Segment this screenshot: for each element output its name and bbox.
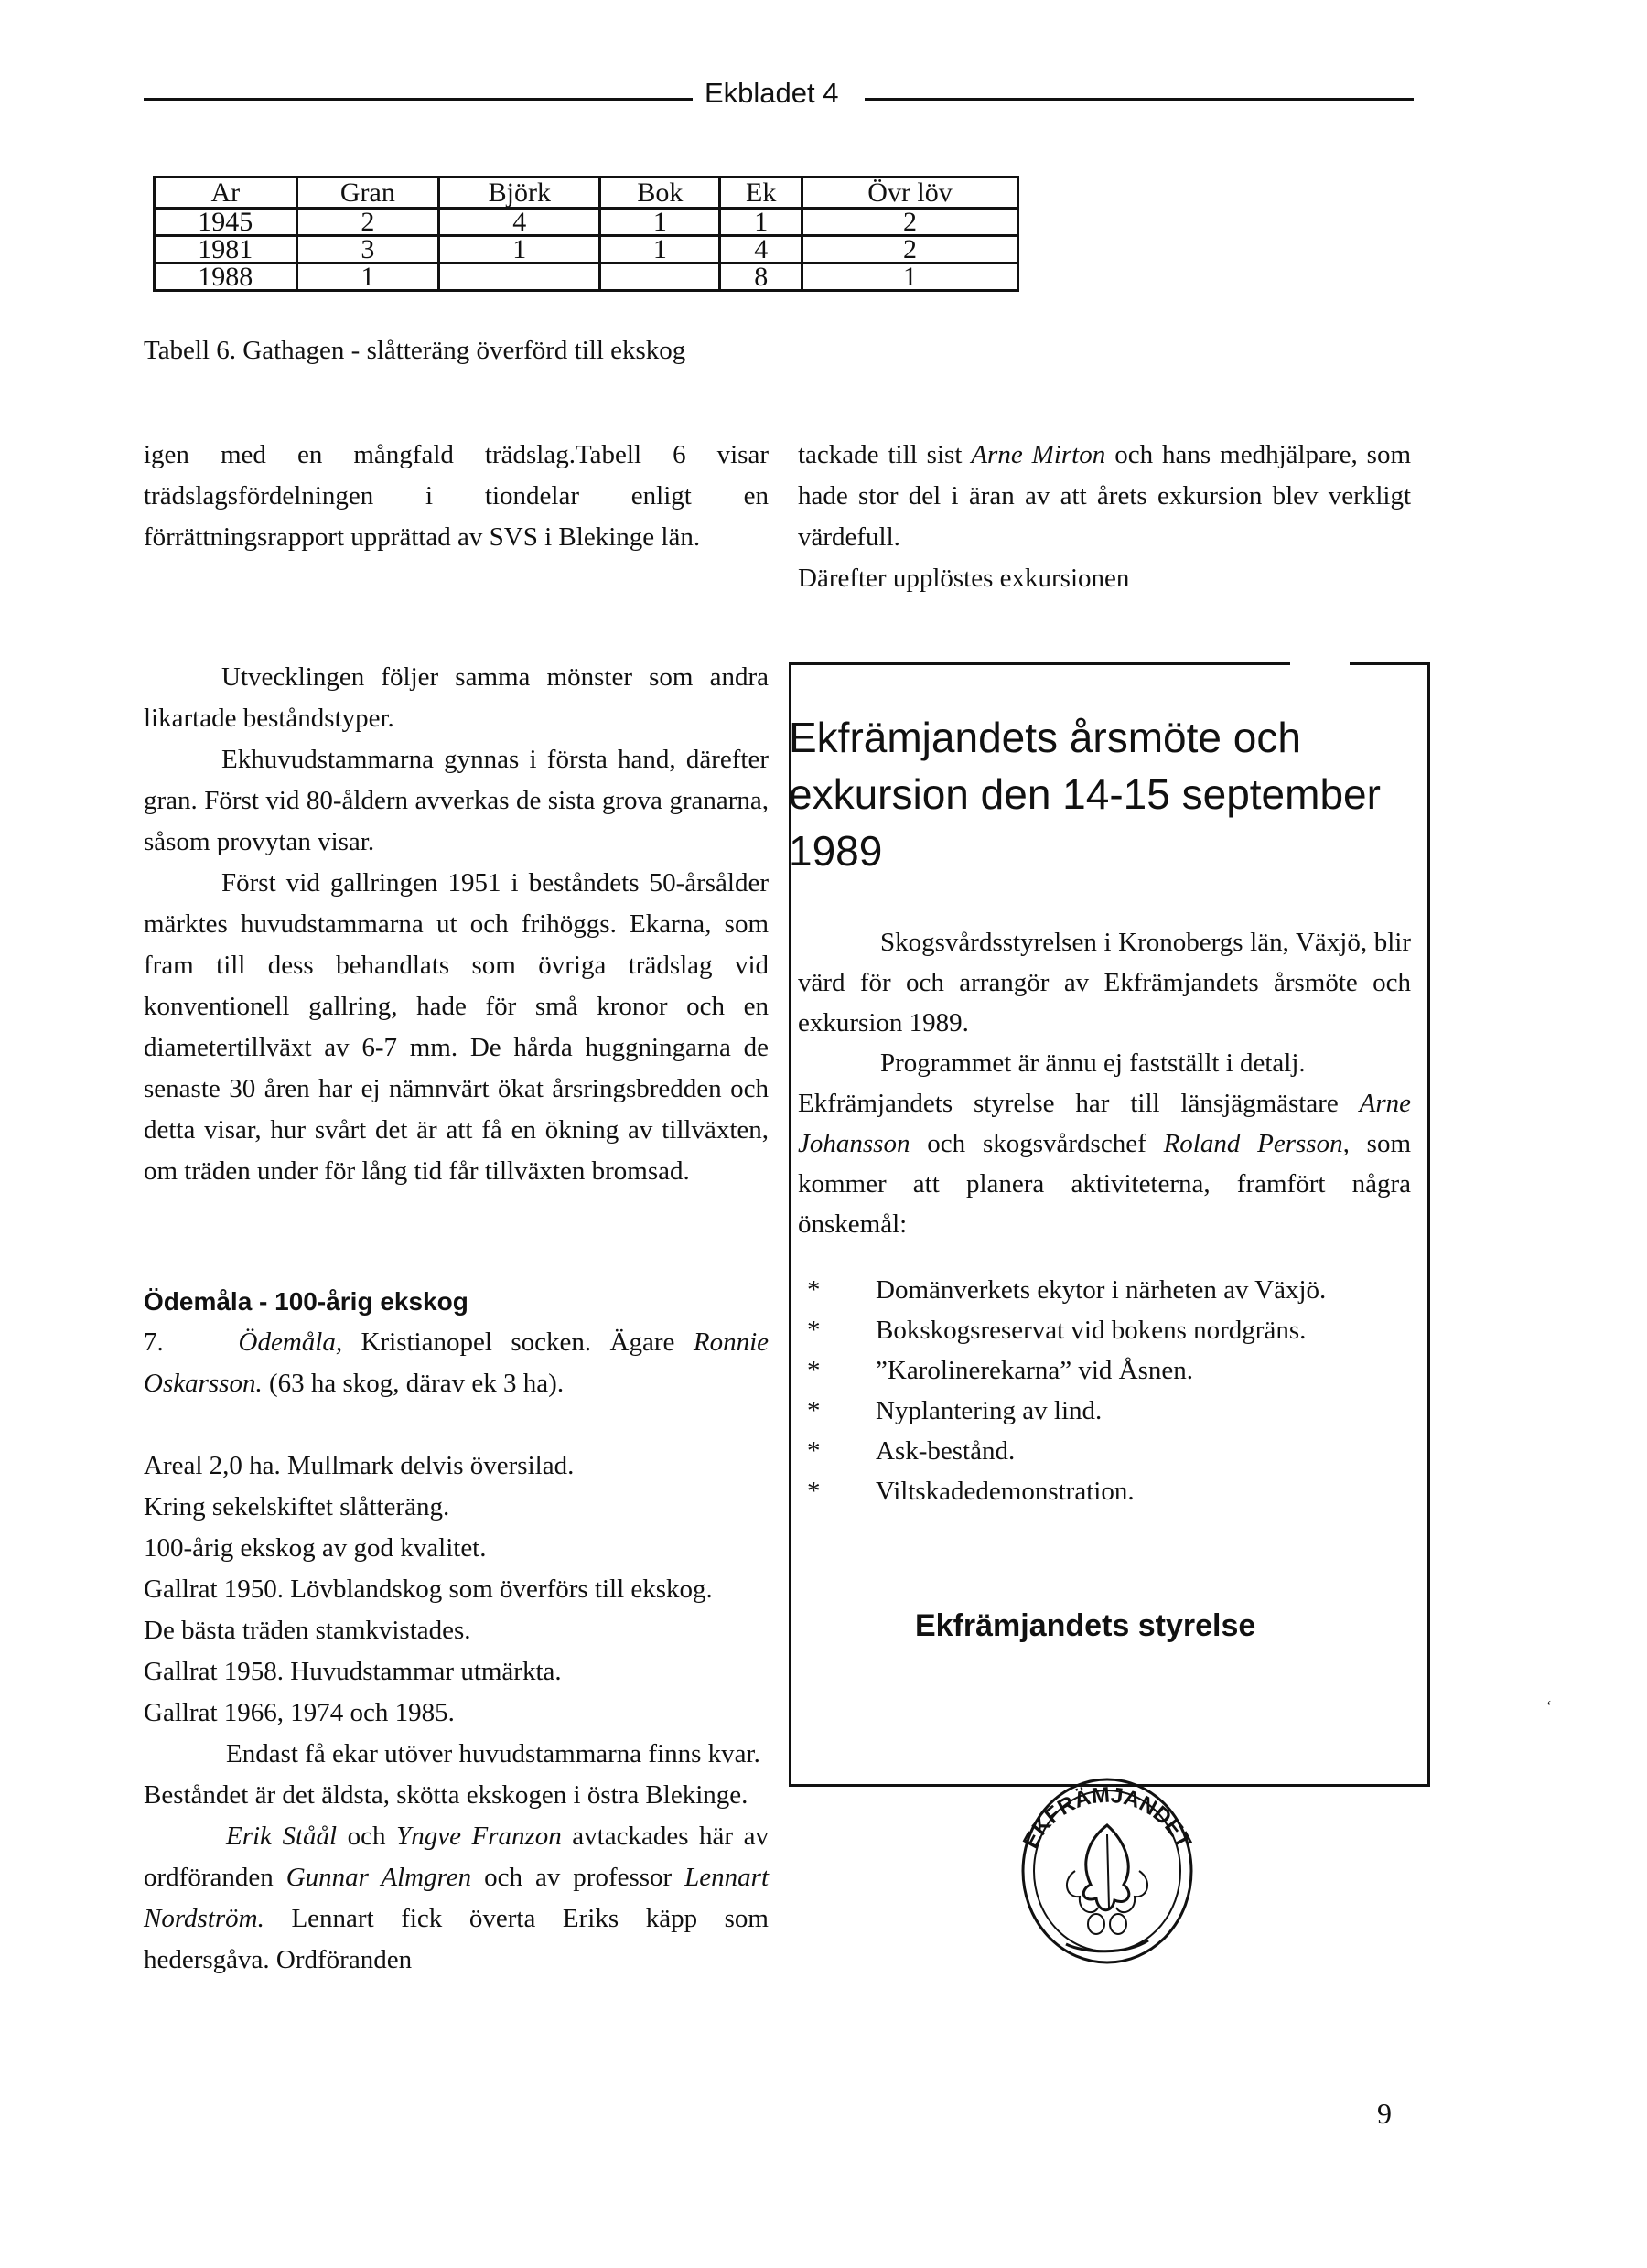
table-header-cell: Gran xyxy=(296,177,439,209)
person-name: Erik Ståål xyxy=(226,1822,338,1851)
place-name: Ödemåla, xyxy=(238,1327,343,1357)
list-item-text: Ask-bestånd. xyxy=(876,1436,1016,1466)
table-cell: 2 xyxy=(802,209,1018,236)
bullet-star-icon: * xyxy=(807,1477,821,1506)
list-item-text: Nyplantering av lind. xyxy=(876,1396,1103,1425)
table-cell xyxy=(600,263,720,291)
person-name: Gunnar Almgren xyxy=(285,1863,472,1892)
emblem-text: EKFRÄMJANDET xyxy=(1017,1782,1197,1853)
stray-mark: ‘ xyxy=(1546,1697,1552,1715)
text-fragment: Lennart fick överta Eriks käpp som hedersgåva. Ordföranden xyxy=(144,1904,769,1974)
paragraph-excursion-thanks xyxy=(798,435,1411,558)
table-header-cell: Ar xyxy=(155,177,297,209)
text-fragment: och hans medhjälpare, som hade stor del i äran av att årets exkursion blev verkligt värdefull. xyxy=(798,440,1411,552)
table-cell: 1 xyxy=(802,263,1018,291)
bullet-star-icon: * xyxy=(807,1316,821,1345)
fact-line: 100-årig ekskog av god kvalitet. xyxy=(144,1533,487,1563)
text-fragment: och xyxy=(337,1822,397,1851)
text-fragment: Kristianopel socken. Ägare xyxy=(342,1327,675,1357)
title-line: 1989 xyxy=(789,827,883,875)
text-fragment: som kommer att planera aktiviteterna, framfört några önskemål: xyxy=(798,1129,1411,1239)
table-cell: 3 xyxy=(296,236,439,263)
list-item-text: Domänverkets ekytor i närheten av Växjö. xyxy=(876,1275,1327,1305)
table-cell: 2 xyxy=(802,236,1018,263)
table-header-cell: Övr löv xyxy=(802,177,1018,209)
text-fragment: avtackades här av ordföranden xyxy=(144,1822,769,1892)
person-name: Ronnie Oskarsson. xyxy=(144,1327,770,1398)
table-cell: 1981 xyxy=(155,236,297,263)
bullet-star-icon: * xyxy=(807,1356,821,1385)
list-item-text: ”Karolinerekarna” vid Åsnen. xyxy=(876,1356,1194,1385)
table-cell: 1988 xyxy=(155,263,297,291)
list-item xyxy=(798,1431,1402,1471)
title-line: exkursion den 14-15 september xyxy=(789,770,1381,818)
table-row xyxy=(155,236,1018,263)
table-cell: 1 xyxy=(600,236,720,263)
list-item xyxy=(798,1310,1402,1350)
list-item-text: Viltskadedemonstration. xyxy=(876,1477,1135,1506)
announcement-title xyxy=(789,709,1420,879)
fact-line: Beståndet är det äldsta, skötta ekskogen i östra Blekinge. xyxy=(144,1780,748,1810)
table-cell: 1 xyxy=(600,209,720,236)
table-row xyxy=(155,209,1018,236)
ekframjandet-emblem-icon xyxy=(988,1761,1226,1972)
person-name: Roland Persson, xyxy=(1163,1129,1350,1158)
table-cell: 4 xyxy=(439,209,600,236)
table-header-cell: Bok xyxy=(600,177,720,209)
table-header-cell: Ek xyxy=(720,177,802,209)
table-header-row xyxy=(155,177,1018,209)
fact-line: Gallrat 1966, 1974 och 1985. xyxy=(144,1698,455,1727)
bullet-star-icon: * xyxy=(807,1275,821,1305)
paragraph-board-wishes xyxy=(798,1083,1411,1244)
wish-list xyxy=(798,1270,1402,1511)
header-title: Ekbladet 4 xyxy=(705,77,839,109)
text-fragment: 7. xyxy=(144,1327,164,1357)
list-item xyxy=(798,1471,1402,1511)
table-cell: 4 xyxy=(720,236,802,263)
paragraph-development: Utvecklingen följer samma mönster som andra likartade beståndstyper. xyxy=(144,662,769,733)
paragraph-thinning: Först vid gallringen 1951 i beståndets 50-årsålder märktes huvudstammarna ut och frihöggs. Ekarna, som fram till dess behandlats som övriga trädslag vid konventionell gallring, hade för små kronor och en diametertillväxt av 6-7 mm. De hårda huggningarna de senaste 30 åren har ej nämnvärt ökat årsringsbredden och detta visar, hur svårt det är att få en ökning av tillväxten, om träden under för lång tid får tillväxten bromsad. xyxy=(144,868,769,1186)
list-item xyxy=(798,1391,1402,1431)
page-number: 9 xyxy=(1377,2097,1392,2130)
paragraph-host: Skogsvårdsstyrelsen i Kronobergs län, Växjö, blir värd för och arrangör av Ekfrämjandets årsmöte och exkursion 1989. xyxy=(798,928,1411,1037)
table-cell: 1 xyxy=(439,236,600,263)
paragraph-excursion-ended: Därefter upplöstes exkursionen xyxy=(798,564,1130,593)
text-fragment: tackade till sist xyxy=(798,440,972,469)
title-line: Ekfrämjandets årsmöte och xyxy=(789,714,1301,761)
table-cell: 8 xyxy=(720,263,802,291)
table-cell: 1945 xyxy=(155,209,297,236)
header-rule-right xyxy=(865,98,1414,101)
board-heading: Ekfrämjandets styrelse xyxy=(915,1608,1256,1643)
fact-line: Endast få ekar utöver huvudstammarna finns kvar. xyxy=(226,1739,760,1768)
paragraph-odemala-intro xyxy=(144,1322,769,1404)
section-heading-odemala: Ödemåla - 100-årig ekskog xyxy=(144,1287,468,1316)
list-item xyxy=(798,1270,1402,1310)
odemala-facts xyxy=(144,1446,769,1981)
person-name: Arne Mirton xyxy=(971,440,1106,469)
paragraph-main-stems: Ekhuvudstammarna gynnas i första hand, därefter gran. Först vid 80-åldern avverkas de sista grova granarna, såsom provytan visar. xyxy=(144,745,769,856)
table-row xyxy=(155,263,1018,291)
text-fragment: och av professor xyxy=(471,1863,685,1892)
paragraph-species-distribution: igen med en mångfald trädslag.Tabell 6 visar trädslagsfördelningen i tiondelar enligt en förrättningsrapport upprättad av SVS i Blekinge län. xyxy=(144,440,769,552)
text-fragment: Ekfrämjandets styrelse har till länsjägmästare xyxy=(798,1089,1360,1118)
person-name: Yngve Franzon xyxy=(396,1822,562,1851)
text-fragment: (63 ha skog, därav ek 3 ha). xyxy=(262,1369,565,1398)
fact-line: De bästa träden stamkvistades. xyxy=(144,1616,471,1645)
person-name: Lennart Nordström. xyxy=(144,1863,770,1933)
list-item xyxy=(798,1350,1402,1391)
bullet-star-icon: * xyxy=(807,1436,821,1466)
tree-species-table xyxy=(153,176,1019,292)
fact-line: Gallrat 1950. Lövblandskog som överförs till ekskog. xyxy=(144,1575,713,1604)
text-fragment: och skogsvårdschef xyxy=(910,1129,1164,1158)
table-cell: 1 xyxy=(720,209,802,236)
table-cell xyxy=(439,263,600,291)
fact-line: Kring sekelskiftet slåtteräng. xyxy=(144,1492,450,1521)
table-header-cell: Björk xyxy=(439,177,600,209)
paragraph-program-status: Programmet är ännu ej fastställt i detalj. xyxy=(880,1048,1306,1078)
table-caption: Tabell 6. Gathagen - slåtteräng överförd till ekskog xyxy=(144,336,686,365)
table-cell: 2 xyxy=(296,209,439,236)
list-item-text: Bokskogsreservat vid bokens nordgräns. xyxy=(876,1316,1307,1345)
table-cell: 1 xyxy=(296,263,439,291)
bullet-star-icon: * xyxy=(807,1396,821,1425)
header-rule-left xyxy=(144,98,693,101)
paragraph-thanks xyxy=(144,1816,769,1981)
fact-line: Areal 2,0 ha. Mullmark delvis översilad. xyxy=(144,1451,575,1480)
person-name: Arne Johansson xyxy=(798,1089,1411,1158)
fact-line: Gallrat 1958. Huvudstammar utmärkta. xyxy=(144,1657,562,1686)
